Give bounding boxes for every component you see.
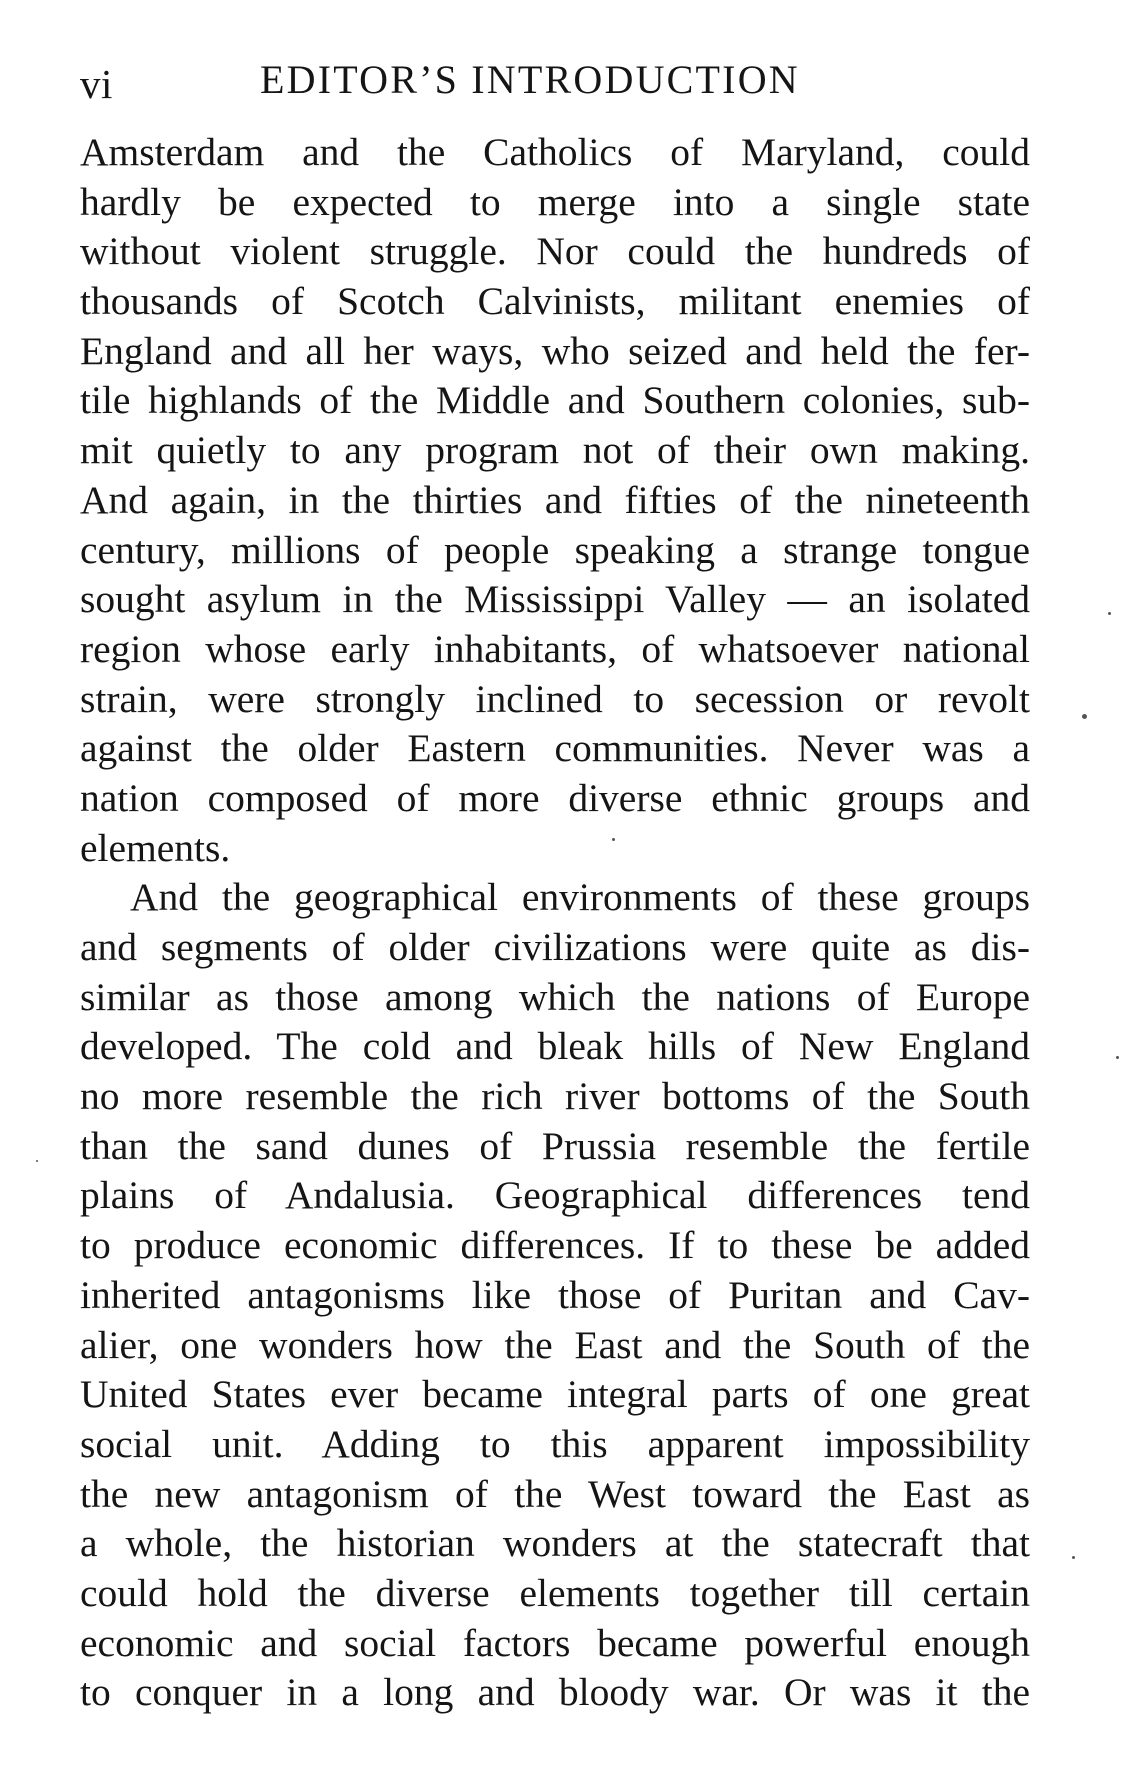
body-text — [80, 128, 1030, 1718]
text-line: could hold the diverse elements together till certain — [80, 1570, 1030, 1615]
text-line: region whose early inhabitants, of whatsoever national — [80, 626, 1030, 671]
text-line: no more resemble the rich river bottoms of the South — [80, 1074, 1030, 1119]
text-line: than the sand dunes of Prussia resemble the fertile — [80, 1123, 1030, 1168]
running-head-title: EDITOR’S INTRODUCTION — [260, 57, 800, 102]
text-line: social unit. Adding to this apparent impossibility — [80, 1421, 1030, 1466]
text-line: elements. — [80, 825, 231, 870]
scan-speck — [1108, 612, 1111, 615]
page-number: vi — [80, 61, 113, 107]
text-line: similar as those among which the nations of Europe — [80, 974, 1030, 1019]
text-line: without violent struggle. Nor could the hundreds of — [80, 229, 1030, 274]
text-line: and segments of older civilizations were quite as dis- — [80, 925, 1030, 969]
text-line: inherited antagonisms like those of Puritan and Cav- — [80, 1272, 1030, 1317]
text-line: Amsterdam and the Catholics of Maryland, could — [80, 130, 1030, 174]
text-line: United States ever became integral parts of one great — [80, 1372, 1030, 1417]
text-line: thousands of Scotch Calvinists, militant enemies of — [80, 279, 1030, 324]
text-line: to produce economic differences. If to these be added — [80, 1223, 1030, 1268]
running-head — [80, 48, 1060, 112]
scan-speck — [1116, 1056, 1119, 1059]
text-line: And the geographical environments of these groups — [130, 875, 1030, 920]
scan-speck — [36, 1160, 38, 1162]
text-line: economic and social factors became powerful enough — [80, 1620, 1030, 1665]
text-line: the new antagonism of the West toward the East as — [80, 1471, 1030, 1516]
text-line: mit quietly to any program not of their own making. — [80, 428, 1030, 473]
text-line: hardly be expected to merge into a single state — [80, 179, 1030, 224]
text-line: century, millions of people speaking a strange tongue — [80, 527, 1030, 572]
text-line: England and all her ways, who seized and held the fer- — [80, 328, 1030, 373]
text-line: against the older Eastern communities. Never was a — [80, 726, 1030, 771]
scan-speck — [1082, 714, 1087, 719]
text-line: nation composed of more diverse ethnic groups and — [80, 775, 1030, 820]
text-line: strain, were strongly inclined to secession or revolt — [80, 676, 1030, 721]
text-line: plains of Andalusia. Geographical differences tend — [80, 1173, 1030, 1218]
scan-speck — [1072, 1556, 1075, 1559]
scan-speck — [612, 838, 615, 841]
text-line: And again, in the thirties and fifties of the nineteenth — [80, 477, 1030, 522]
text-line: developed. The cold and bleak hills of New England — [80, 1024, 1030, 1069]
text-line: a whole, the historian wonders at the statecraft that — [80, 1521, 1030, 1566]
text-line: tile highlands of the Middle and Southern colonies, sub- — [80, 378, 1030, 423]
text-line: to conquer in a long and bloody war. Or was it the — [80, 1670, 1030, 1715]
text-line: sought asylum in the Mississippi Valley — an isolated — [80, 577, 1030, 622]
text-line: alier, one wonders how the East and the South of the — [80, 1322, 1030, 1367]
